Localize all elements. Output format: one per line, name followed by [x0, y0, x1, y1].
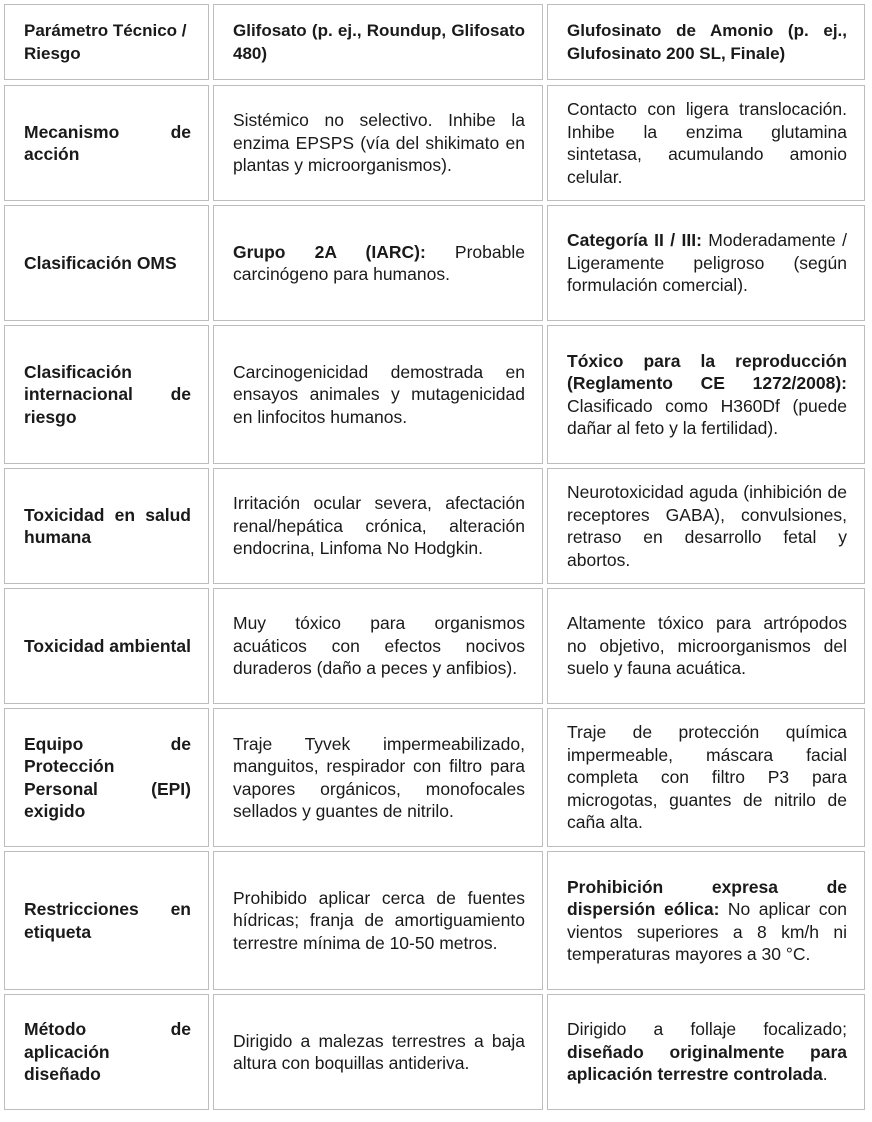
- glufosinato-value: [567, 350, 847, 440]
- header-parameter-text: Parámetro Técnico / Riesgo: [24, 21, 187, 63]
- glifosato-cell: [213, 325, 543, 464]
- glifosato-cell: [213, 468, 543, 584]
- row-label: Toxicidad en salud humana: [24, 504, 191, 547]
- glufosinato-cell: [547, 994, 865, 1110]
- row-label-cell: [4, 85, 209, 201]
- glufosinato-cell: [547, 325, 865, 464]
- row-label: Restricciones en etiqueta: [24, 899, 191, 942]
- glufosinato-cell: [547, 468, 865, 584]
- glifosato-value: Muy tóxico para organismos acuáticos con efectos nocivos duraderos (daño a peces y anfibios).: [233, 613, 525, 679]
- row-label-cell: [4, 468, 209, 584]
- glufosinato-value: [567, 876, 847, 966]
- row-label: Método de aplicación diseñado: [24, 1019, 191, 1085]
- glufosinato-value: [567, 229, 847, 297]
- row-label-cell: [4, 708, 209, 847]
- glufosinato-value: Traje de protección química impermeable, máscara facial completa con filtro P3 para microgotas, guantes de nitrilo de caña alta.: [567, 722, 847, 833]
- glifosato-cell: [213, 851, 543, 990]
- glifosato-value: Irritación ocular severa, afectación renal/hepática crónica, alteración endocrina, Linfoma No Hodgkin.: [233, 493, 525, 559]
- glufosinato-cell: [547, 205, 865, 321]
- glifosato-bold-lead: Grupo 2A (IARC):: [233, 241, 426, 262]
- glufosinato-text-end: .: [822, 1064, 828, 1085]
- row-label-cell: [4, 851, 209, 990]
- row-label: Clasificación internacional de riesgo: [24, 361, 191, 427]
- glifosato-value: Prohibido aplicar cerca de fuentes hídricas; franja de amortiguamiento terrestre mínima de 10-50 metros.: [233, 887, 525, 953]
- glufosinato-cell: [547, 708, 865, 847]
- glufosinato-bold-lead: Categoría II / III:: [567, 230, 702, 251]
- glufosinato-cell: [547, 588, 865, 704]
- glifosato-cell: [213, 708, 543, 847]
- header-glifosato-text: Glifosato (p. ej., Roundup, Glifosato 480): [233, 21, 525, 63]
- row-label-cell: [4, 588, 209, 704]
- glufosinato-value: Altamente tóxico para artrópodos no objetivo, microorganismos del suelo y fauna acuática.: [567, 613, 847, 679]
- glufosinato-text: No aplicar con vientos superiores a 8 km/h ni temperaturas mayores a 30 °C.: [567, 899, 847, 964]
- glufosinato-text-lead: Dirigido a follaje focalizado;: [567, 1019, 847, 1040]
- glifosato-cell: [213, 85, 543, 201]
- glufosinato-value: Contacto con ligera translocación. Inhibe la enzima glutamina sintetasa, acumulando amonio celular.: [567, 99, 847, 187]
- glifosato-text: Probable carcinógeno para humanos.: [233, 241, 525, 284]
- row-label: Clasificación OMS: [24, 252, 177, 273]
- row-label: Toxicidad ambiental: [24, 635, 191, 656]
- glifosato-value: Traje Tyvek impermeabilizado, manguitos, respirador con filtro para vapores orgánicos, monofocales sellados y guantes de nitrilo.: [233, 733, 525, 821]
- glifosato-cell: [213, 994, 543, 1110]
- glufosinato-value: [567, 1018, 847, 1086]
- glifosato-value: Sistémico no selectivo. Inhibe la enzima EPSPS (vía del shikimato en plantas y microorganismos).: [233, 110, 525, 176]
- glufosinato-cell: [547, 851, 865, 990]
- glifosato-value: [233, 241, 525, 286]
- glufosinato-cell: [547, 85, 865, 201]
- glufosinato-text: Clasificado como H360Df (puede dañar al feto y la fertilidad).: [567, 395, 847, 438]
- row-label-cell: [4, 994, 209, 1110]
- glufosinato-bold-lead: Tóxico para la reproducción (Reglamento CE 1272/2008):: [567, 350, 847, 393]
- glifosato-value: Dirigido a malezas terrestres a baja altura con boquillas antideriva.: [233, 1030, 525, 1073]
- glifosato-value: Carcinogenicidad demostrada en ensayos animales y mutagenicidad en linfocitos humanos.: [233, 361, 525, 427]
- glufosinato-bold-lead: Prohibición expresa de dispersión eólica:: [567, 876, 847, 919]
- glufosinato-value: Neurotoxicidad aguda (inhibición de receptores GABA), convulsiones, retraso en desarrollo fetal y abortos.: [567, 482, 847, 570]
- glufosinato-text: Moderadamente / Ligeramente peligroso (según formulación comercial).: [567, 230, 847, 296]
- glifosato-cell: [213, 588, 543, 704]
- row-label: Equipo de Protección Personal (EPI) exigido: [24, 733, 191, 821]
- header-cell-glifosato: [213, 4, 543, 80]
- row-label: Mecanismo de acción: [24, 121, 191, 164]
- glufosinato-bold-mid: diseñado originalmente para aplicación terrestre controlada: [567, 1041, 847, 1085]
- row-label-cell: [4, 325, 209, 464]
- header-cell-glufosinato: [547, 4, 865, 80]
- header-cell-parameter: [4, 4, 209, 80]
- row-label-cell: [4, 205, 209, 321]
- glifosato-cell: [213, 205, 543, 321]
- header-glufosinato-text: Glufosinato de Amonio (p. ej., Glufosinato 200 SL, Finale): [567, 21, 847, 63]
